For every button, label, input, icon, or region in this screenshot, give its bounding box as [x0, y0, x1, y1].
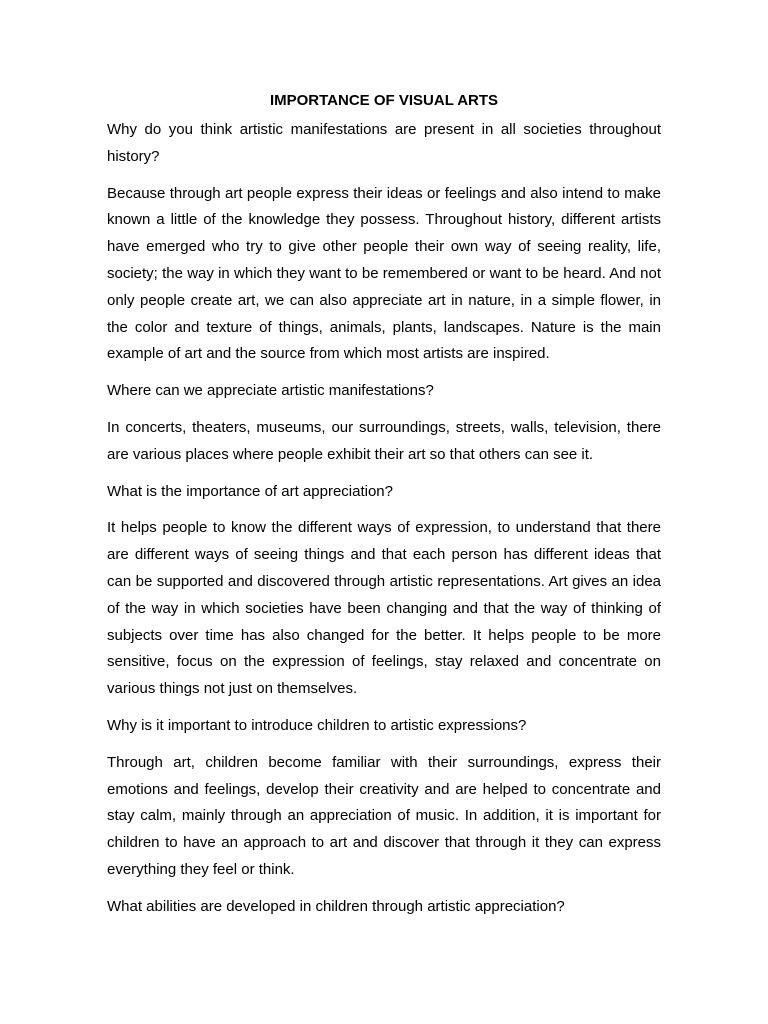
question-1: Why do you think artistic manifestations are present in all societies throughout history?	[107, 121, 661, 165]
question-3: What is the importance of art appreciation?	[107, 482, 393, 500]
question-2: Where can we appreciate artistic manifestations?	[107, 382, 434, 400]
answer-2: In concerts, theaters, museums, our surroundings, streets, walls, television, there are various places where people exhibit their art so that others can see it.	[107, 418, 661, 463]
document-body	[107, 89, 661, 931]
answer-1: Because through art people express their ideas or feelings and also intend to make known a little of the knowledge they possess. Throughout history, different artists have emerged who try to give other people their own way of seeing reality, life, society; the way in which they want to be remembered or want to be heard. And not only people create art, we can also appreciate art in nature, in a simple flower, in the color and texture of things, animals, plants, landscapes. Nature is the main example of art and the source from which most artists are inspired.	[107, 184, 661, 363]
question-5: What abilities are developed in children through artistic appreciation?	[107, 897, 565, 915]
question-4: Why is it important to introduce children to artistic expressions?	[107, 716, 527, 734]
answer-4: Through art, children become familiar with their surroundings, express their emotions and feelings, develop their creativity and are helped to concentrate and stay calm, mainly through an appreciation of music. In addition, it is important for children to have an approach to art and discover that through it they can express everything they feel or think.	[107, 753, 661, 878]
document-title: IMPORTANCE OF VISUAL ARTS	[269, 92, 499, 109]
answer-3: It helps people to know the different ways of expression, to understand that there are different ways of seeing things and that each person has different ideas that can be supported and discovered through artistic representations. Art gives an idea of the way in which societies have been changing and that the way of thinking of subjects over time has also changed for the better. It helps people to be more sensitive, focus on the expression of feelings, stay relaxed and concentrate on various things not just on themselves.	[107, 519, 661, 698]
